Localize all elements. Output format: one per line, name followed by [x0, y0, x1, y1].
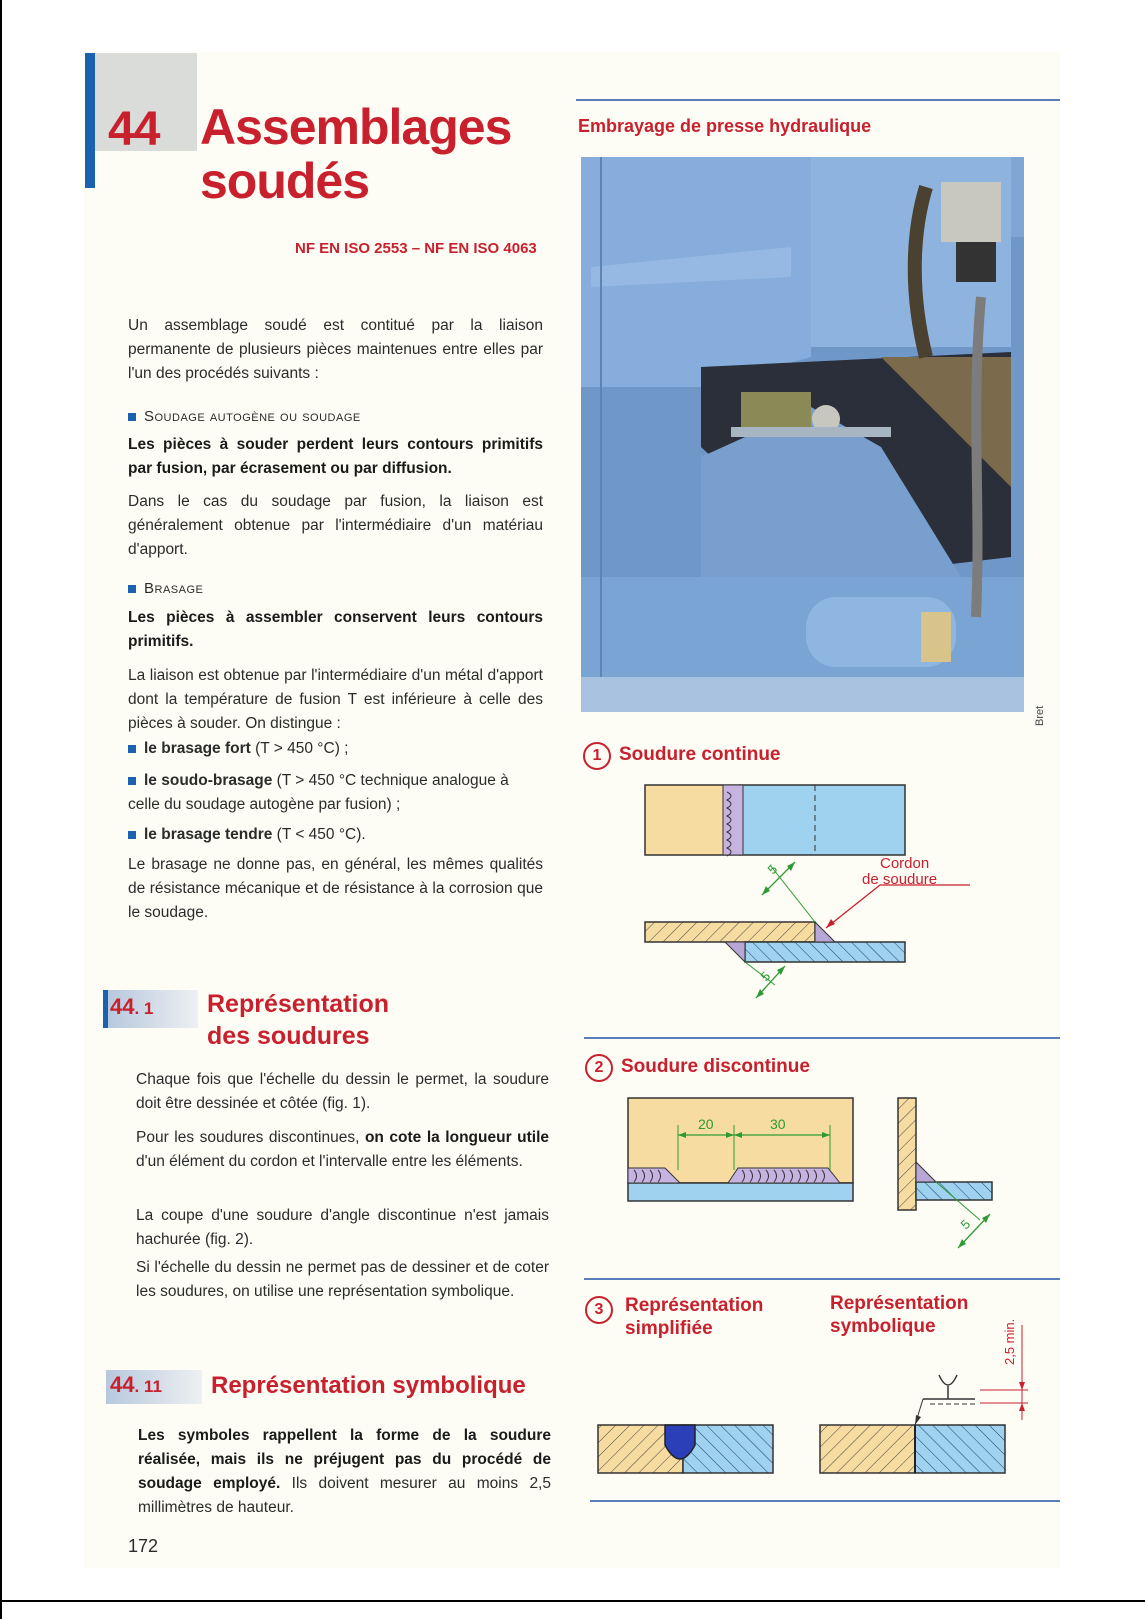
brasage-conclusion: Le brasage ne donne pas, en général, les mêmes qualités de résistance mécanique et de résistance à la corrosion que le soudage. — [128, 856, 543, 921]
section-441-number — [110, 994, 153, 1020]
bullet-icon — [128, 585, 136, 593]
fig2-dim-pitch: 30 — [770, 1116, 786, 1132]
section-4411-num-sub: . 11 — [134, 1377, 162, 1396]
fig3-title-right-line2: symbolique — [830, 1316, 936, 1337]
bullet-icon — [128, 777, 136, 785]
soudage-heading-text: Soudage autogène ou soudage — [144, 408, 361, 425]
fig2-dim-weld: 20 — [698, 1116, 714, 1132]
section-4411-number — [110, 1372, 162, 1398]
chapter-standards: NF EN ISO 2553 – NF EN ISO 4063 — [295, 240, 537, 257]
list-item-soudo-brasage-cont: celle du soudage autogène par fusion) ; — [128, 796, 401, 813]
section-441-p2 — [136, 1126, 549, 1174]
fig1-drawing — [580, 770, 1040, 1025]
page-frame-bottom — [0, 1600, 1145, 1602]
photo-top-rule — [576, 99, 1060, 101]
section-4411-num-main: 44 — [110, 1372, 135, 1397]
list-item-rest: (T < 450 °C). — [272, 826, 366, 843]
chapter-box-accent — [85, 140, 95, 188]
soudage-definition: Les pièces à souder perdent leurs contours primitifs par fusion, par écrasement ou par diffusion. — [128, 436, 543, 477]
section-441-p2-post: d'un élément du cordon et l'intervalle entre les éléments. — [136, 1153, 523, 1170]
soudage-heading — [128, 408, 361, 425]
section-441-title — [207, 988, 389, 1052]
soudage-text: Dans le cas du soudage par fusion, la liaison est généralement obtenue par l'intermédiaire d'un matériau d'apport. — [128, 493, 543, 558]
brasage-text: La liaison est obtenue par l'intermédiaire d'un métal d'apport dont la température de fusion T est inférieure à celle des pièces à souder. On distingue : — [128, 667, 543, 732]
fig3-title-left-line2: simplifiée — [625, 1318, 713, 1339]
section-441-num-sub: . 1 — [134, 999, 154, 1018]
bullet-icon — [128, 745, 136, 753]
fig1-number: 1 — [583, 742, 611, 770]
fig1-dim-bottom: 5 — [757, 968, 774, 985]
chapter-number: 44 — [108, 103, 160, 156]
fig2-drawing — [620, 1090, 1000, 1255]
fig3-title-left-line1: Représentation — [625, 1295, 764, 1316]
brasage-heading-text: Brasage — [144, 580, 204, 597]
list-item-bold: le soudo-brasage — [144, 772, 273, 789]
brasage-heading — [128, 580, 203, 597]
fig2-number: 2 — [585, 1054, 613, 1082]
section-4411-title: Représentation symbolique — [211, 1372, 526, 1399]
section-441-title-line2: des soudures — [207, 1022, 370, 1050]
fig1-label-line2: de soudure — [862, 871, 938, 888]
brasage-definition: Les pièces à assembler conservent leurs contours primitifs. — [128, 609, 543, 650]
section-441-p2-pre: Pour les soudures discontinues, — [136, 1129, 365, 1146]
section-441-p4: Si l'échelle du dessin ne permet pas de dessiner et de coter les soudures, on utilise une représentation symbolique. — [136, 1259, 549, 1300]
photo-caption: Embrayage de presse hydraulique — [578, 116, 872, 136]
press-clutch-photo — [581, 157, 1024, 712]
page-number: 172 — [128, 1536, 159, 1556]
section-441-p3: La coupe d'une soudure d'angle discontinue n'est jamais hachurée (fig. 2). — [136, 1207, 549, 1248]
fig2-title: Soudure discontinue — [621, 1056, 810, 1077]
fig3-bottom-rule — [590, 1500, 1060, 1502]
chapter-title — [200, 100, 511, 208]
fig3-dim-min: 2,5 min. — [1002, 1318, 1017, 1365]
section-441-title-line1: Représentation — [207, 990, 389, 1018]
fig3-title-right-line1: Représentation — [830, 1293, 969, 1314]
bullet-icon — [128, 413, 136, 421]
section-441-num-main: 44 — [110, 994, 135, 1019]
section-441-p2-bold: on cote la longueur utile — [364, 1129, 549, 1146]
list-item-brasage-tendre — [128, 826, 366, 844]
list-item-rest: (T > 450 °C) ; — [250, 740, 349, 757]
fig2-top-rule — [584, 1037, 1060, 1039]
fig3-drawing — [590, 1295, 1030, 1485]
list-item-brasage-fort — [128, 740, 348, 758]
fig1-dim-top: 5 — [764, 861, 781, 878]
section-4411-paragraph — [138, 1424, 551, 1520]
list-item-rest: (T > 450 °C technique analogue à — [272, 772, 509, 789]
chapter-title-line2: soudés — [200, 153, 370, 209]
photo-credit: Bret — [1034, 705, 1046, 726]
fig1-label-line1: Cordon — [880, 855, 930, 872]
list-item-soudo-brasage — [128, 772, 509, 790]
section-441-p1: Chaque fois que l'échelle du dessin le permet, la soudure doit être dessinée et côtée (fig. 1). — [136, 1071, 549, 1112]
fig3-number: 3 — [585, 1296, 613, 1324]
list-item-bold: le brasage tendre — [144, 826, 273, 843]
bullet-icon — [128, 831, 136, 839]
intro-paragraph: Un assemblage soudé est contitué par la liaison permanente de plusieurs pièces maintenues entre elles par l'un des procédés suivants : — [128, 317, 543, 382]
section-4411-p-rest: Ils doivent mesurer au moins 2,5 millimètres de hauteur. — [138, 1475, 551, 1516]
list-item-bold: le brasage fort — [144, 740, 251, 757]
section-4411-p-bold: Les symboles rappellent la forme de la soudure réalisée, mais ils ne préjugent pas du procédé de soudage employé. — [138, 1427, 551, 1492]
fig2-dim-angle: 5 — [957, 1216, 974, 1233]
fig3-top-rule — [584, 1278, 1060, 1280]
chapter-title-line1: Assemblages — [200, 99, 512, 155]
page-frame-left — [0, 0, 2, 1619]
fig1-title: Soudure continue — [619, 744, 781, 765]
